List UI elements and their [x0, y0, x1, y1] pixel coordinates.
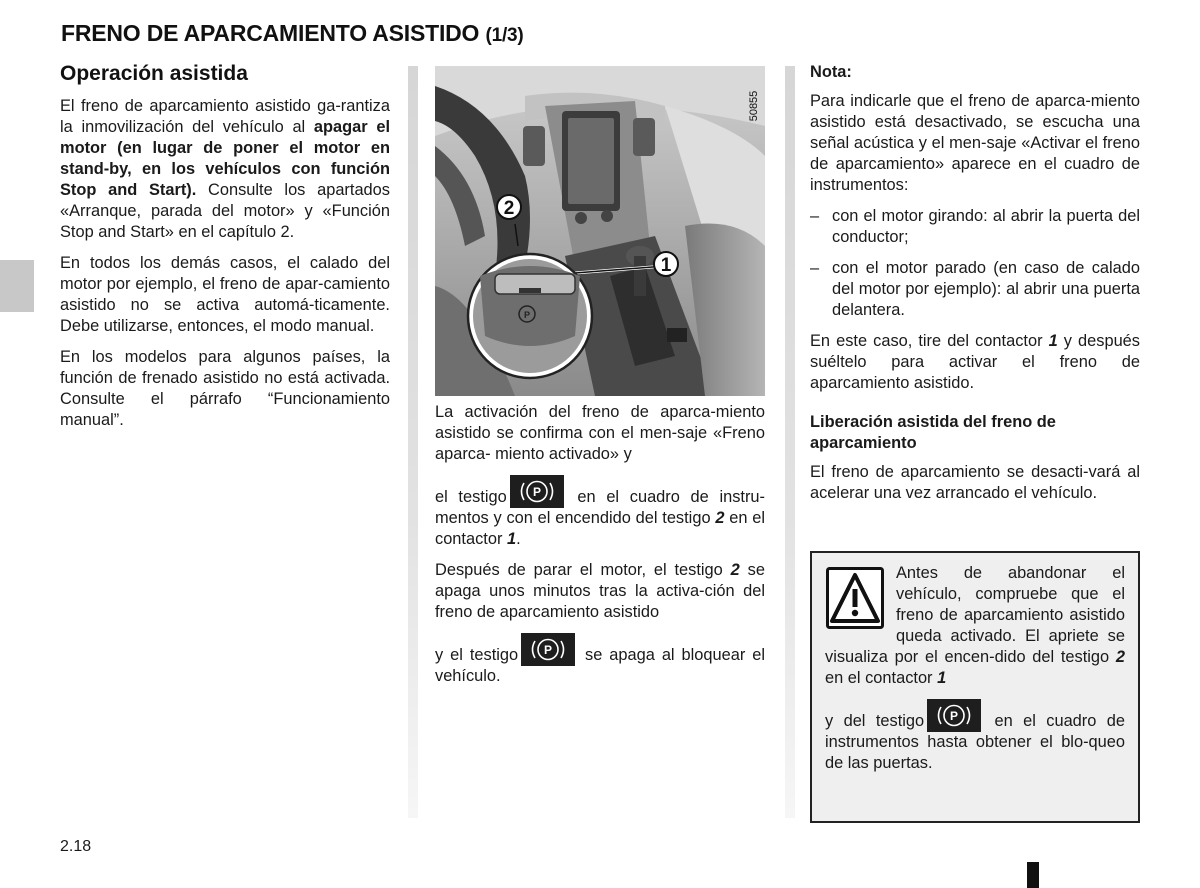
svg-text:P: P	[532, 485, 541, 499]
paragraph	[60, 96, 390, 243]
column-separator-2	[785, 66, 795, 818]
parking-brake-warning-icon	[521, 633, 575, 666]
column-1	[60, 62, 390, 441]
callout-2: 2	[503, 198, 515, 219]
page-title	[61, 20, 524, 47]
paragraph: Para indicarle que el freno de aparca-miento asistido está desactivado, se escucha una señal acústica y el men-saje «Activar el freno de aparcamiento» aparece en el cuadro de instrumentos:	[810, 92, 1140, 194]
paragraph	[435, 633, 765, 687]
list-item-text: con el motor parado (en caso de calado del motor por ejemplo): al abrir una puerta delantera.	[832, 259, 1140, 319]
svg-text:P: P	[950, 709, 959, 723]
paragraph: La activación del freno de aparca-miento asistido se confirma con el men-saje «Freno aparca- miento activado» y	[435, 403, 765, 463]
text: Después de parar el motor, el testigo	[435, 561, 731, 579]
text: Consulte los apartados «Arranque, parada del motor» y «Función Stop and Start» en el capítulo 2.	[60, 181, 390, 241]
ref-number: 2	[730, 561, 740, 579]
paragraph: En los modelos para algunos países, la función de frenado asistido no está activada. Consulte el párrafo “Funcionamiento manual”.	[60, 348, 390, 429]
text: se apaga unos minutos tras la activa-ción del freno de aparcamiento asistido	[435, 561, 765, 621]
text: en el cuadro de instru-mentos y con el encendido del testigo	[435, 488, 765, 527]
bullet-dash: –	[810, 259, 820, 277]
corner-mark	[1027, 862, 1039, 888]
paragraph	[435, 475, 765, 550]
text: en el cuadro de instrumentos hasta obtener el blo-queo de las puertas.	[825, 712, 1125, 772]
paragraph	[825, 699, 1125, 774]
warning-box	[810, 551, 1140, 823]
list-item	[810, 258, 1140, 321]
svg-text:P: P	[544, 643, 553, 657]
svg-text:P: P	[523, 310, 531, 320]
callout-1: 1	[660, 255, 672, 276]
text: en el contactor	[825, 669, 938, 687]
paragraph: El freno de aparcamiento se desacti-vará al acelerar una vez arrancado el vehículo.	[810, 463, 1140, 502]
parking-brake-warning-icon	[510, 475, 564, 508]
text: en el contactor	[435, 509, 765, 548]
text: y del testigo	[825, 712, 925, 730]
chapter-tab	[0, 260, 34, 312]
list-item	[810, 206, 1140, 248]
list-item-text: con el motor girando: al abrir la puerta del conductor;	[832, 207, 1140, 246]
text: .	[516, 530, 521, 548]
text: En este caso, tire del contactor	[810, 332, 1049, 350]
paragraph: En todos los demás casos, el calado del motor por ejemplo, el freno de apar-camiento asistido no se activa automá-ticamente. Debe utilizarse, entonces, el modo manual.	[60, 254, 390, 335]
title-text: FRENO DE APARCAMIENTO ASISTIDO	[61, 20, 480, 46]
text: y después suéltelo para activar el freno de aparcamiento asistido.	[810, 332, 1140, 392]
ref-number: 1	[937, 669, 947, 687]
dashboard-illustration	[435, 66, 765, 396]
title-part: (1/3)	[485, 25, 524, 46]
section-heading: Operación asistida	[60, 62, 248, 85]
ref-number: 1	[1048, 332, 1058, 350]
column-separator-1	[408, 66, 418, 818]
ref-number: 2	[1115, 648, 1125, 666]
paragraph	[435, 560, 765, 623]
subheading: Liberación asistida del freno de aparcamiento	[810, 413, 1056, 452]
paragraph	[810, 331, 1140, 394]
parking-brake-warning-icon	[927, 699, 981, 732]
column-3	[810, 62, 1140, 514]
note-label: Nota:	[810, 63, 852, 81]
bullet-dash: –	[810, 207, 820, 225]
ref-number: 2	[715, 509, 725, 527]
text: el testigo	[435, 488, 507, 506]
text: El freno de aparcamiento asistido ga-rantiza la inmovilización del vehículo al	[60, 97, 390, 136]
column-2	[435, 402, 765, 697]
figure-ref-number: 50855	[748, 90, 760, 122]
bold-text: apagar el motor (en lugar de poner el motor en stand-by, en los vehículos con función Stop and Start).	[60, 118, 390, 199]
ref-number: 1	[506, 530, 517, 548]
dashboard-figure	[435, 66, 765, 396]
warning-triangle-icon	[826, 567, 884, 629]
text: se apaga al bloquear el vehículo.	[435, 646, 766, 685]
page-number: 2.18	[60, 838, 92, 855]
text: Antes de abandonar el vehículo, compruebe que el freno de aparcamiento asistido queda activado. El apriete se visualiza por el encen-dido del testigo	[825, 564, 1125, 666]
text: y el testigo	[435, 646, 519, 664]
